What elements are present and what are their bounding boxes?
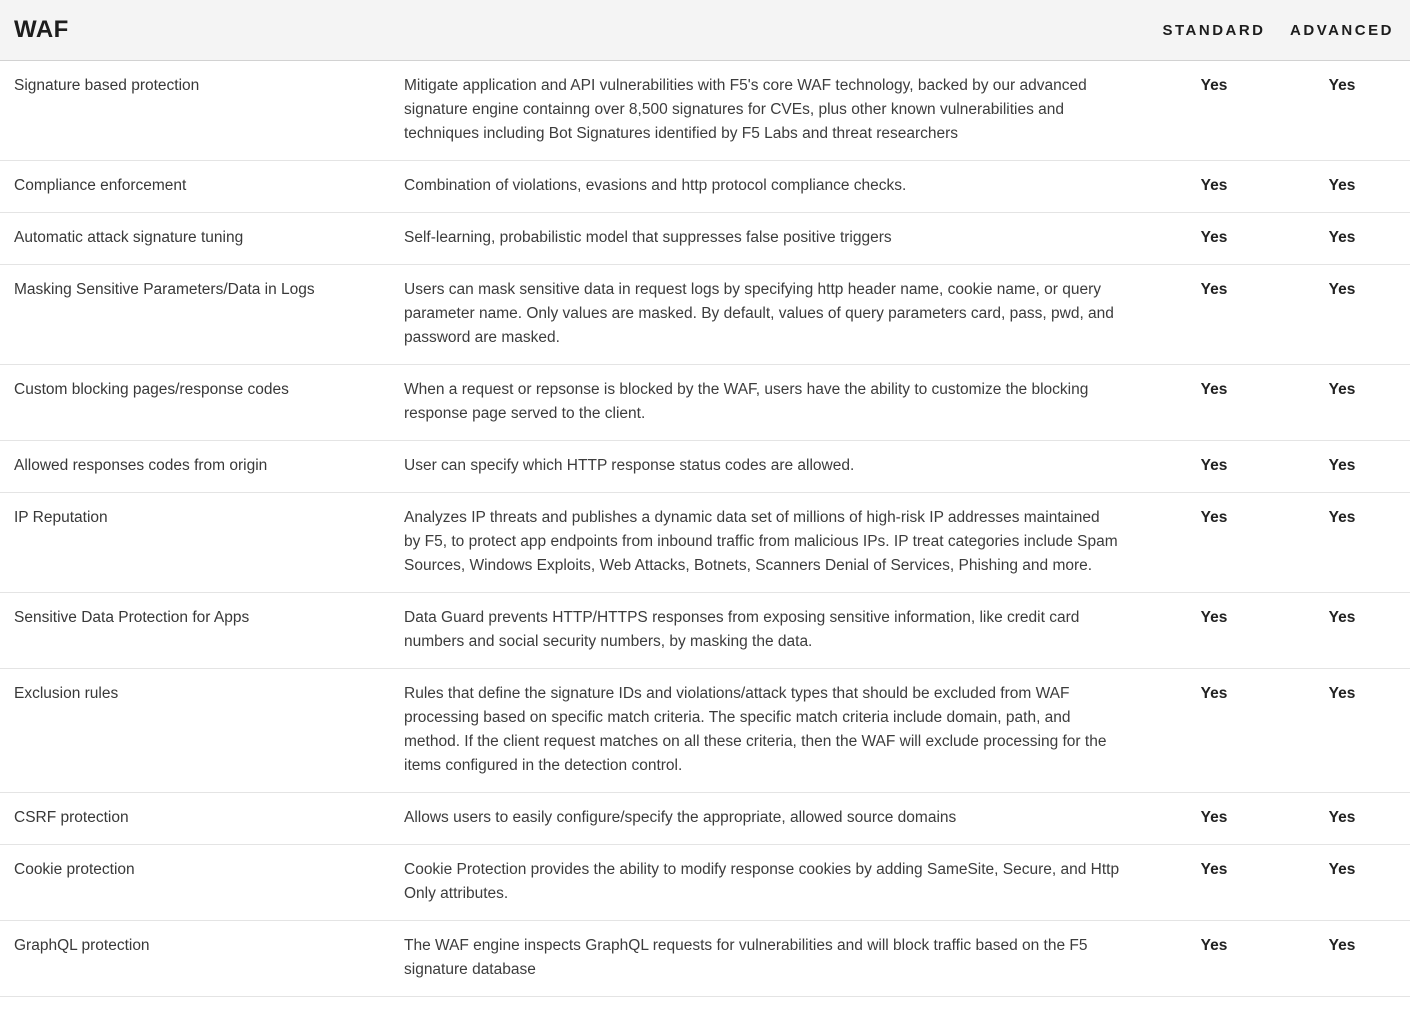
standard-value: Yes <box>1200 685 1228 702</box>
feature-name: Cookie protection <box>14 861 135 878</box>
feature-name: IP Reputation <box>14 509 108 526</box>
standard-value: Yes <box>1200 457 1228 474</box>
feature-name: Custom blocking pages/response codes <box>14 381 289 398</box>
standard-value: Yes <box>1200 509 1228 526</box>
table-row <box>0 493 1410 593</box>
feature-name: Exclusion rules <box>14 685 119 702</box>
table-row <box>0 845 1410 921</box>
feature-description: Users can mask sensitive data in request logs by specifying http header name, cookie name, or query parameter name. Only values are masked. By default, values of query parameters card, pass, pwd, and password are masked. <box>404 281 1114 346</box>
standard-value: Yes <box>1200 609 1228 626</box>
feature-description: Mitigate application and API vulnerabilities with F5's core WAF technology, backed by our advanced signature engine containng over 8,500 signatures for CVEs, plus other known vulnerabilities and techniques including Bot Signatures identified by F5 Labs and threat researchers <box>404 77 1087 142</box>
standard-value: Yes <box>1200 809 1228 826</box>
table-row <box>0 265 1410 365</box>
feature-name: Compliance enforcement <box>14 177 187 194</box>
advanced-value: Yes <box>1328 685 1356 702</box>
standard-value: Yes <box>1200 77 1228 94</box>
feature-description: Combination of violations, evasions and http protocol compliance checks. <box>404 177 907 194</box>
advanced-value: Yes <box>1328 381 1356 398</box>
section-title: WAF <box>14 16 69 43</box>
table-row <box>0 213 1410 265</box>
feature-description: Analyzes IP threats and publishes a dynamic data set of millions of high-risk IP addresses maintained by F5, to protect app endpoints from inbound traffic from malicious IPs. IP treat categories include Spam Sources, Windows Exploits, Web Attacks, Botnets, Scanners Denial of Services, Phishing and more. <box>404 509 1118 574</box>
feature-name: Sensitive Data Protection for Apps <box>14 609 250 626</box>
advanced-value: Yes <box>1328 457 1356 474</box>
table-row <box>0 593 1410 669</box>
feature-name: Allowed responses codes from origin <box>14 457 268 474</box>
feature-description: Cookie Protection provides the ability to modify response cookies by adding SameSite, Secure, and Http Only attributes. <box>404 861 1120 902</box>
advanced-value: Yes <box>1328 77 1356 94</box>
feature-description: Self-learning, probabilistic model that suppresses false positive triggers <box>404 229 892 246</box>
advanced-value: Yes <box>1328 609 1356 626</box>
advanced-value: Yes <box>1328 281 1356 298</box>
feature-description: User can specify which HTTP response status codes are allowed. <box>404 457 855 474</box>
table-row <box>0 793 1410 845</box>
column-header-standard: STANDARD <box>1162 21 1266 39</box>
advanced-value: Yes <box>1328 177 1356 194</box>
advanced-value: Yes <box>1328 229 1356 246</box>
standard-value: Yes <box>1200 177 1228 194</box>
advanced-value: Yes <box>1328 937 1356 954</box>
column-header-advanced: ADVANCED <box>1290 21 1394 39</box>
standard-value: Yes <box>1200 229 1228 246</box>
standard-value: Yes <box>1200 937 1228 954</box>
advanced-value: Yes <box>1328 509 1356 526</box>
feature-name: Masking Sensitive Parameters/Data in Logs <box>14 281 315 298</box>
advanced-value: Yes <box>1328 809 1356 826</box>
feature-rows <box>0 61 1410 997</box>
advanced-value: Yes <box>1328 861 1356 878</box>
table-row <box>0 441 1410 493</box>
table-row <box>0 61 1410 161</box>
table-row <box>0 365 1410 441</box>
feature-name: CSRF protection <box>14 809 129 826</box>
feature-description: Data Guard prevents HTTP/HTTPS responses from exposing sensitive information, like credit card numbers and social security numbers, by masking the data. <box>404 609 1080 650</box>
standard-value: Yes <box>1200 281 1228 298</box>
feature-description: Rules that define the signature IDs and violations/attack types that should be excluded from WAF processing based on specific match criteria. The specific match criteria include domain, path, and method. If the client request matches on all these criteria, then the WAF will exclude processing for the items configured in the detection control. <box>404 685 1107 774</box>
feature-name: Automatic attack signature tuning <box>14 229 244 246</box>
feature-description: The WAF engine inspects GraphQL requests for vulnerabilities and will block traffic based on the F5 signature database <box>404 937 1088 978</box>
feature-name: Signature based protection <box>14 77 200 94</box>
table-row <box>0 669 1410 793</box>
standard-value: Yes <box>1200 861 1228 878</box>
table-row <box>0 921 1410 997</box>
feature-description: When a request or repsonse is blocked by the WAF, users have the ability to customize the blocking response page served to the client. <box>404 381 1089 422</box>
standard-value: Yes <box>1200 381 1228 398</box>
table-row <box>0 161 1410 213</box>
feature-name: GraphQL protection <box>14 937 150 954</box>
feature-description: Allows users to easily configure/specify the appropriate, allowed source domains <box>404 809 957 826</box>
table-header <box>0 0 1410 61</box>
